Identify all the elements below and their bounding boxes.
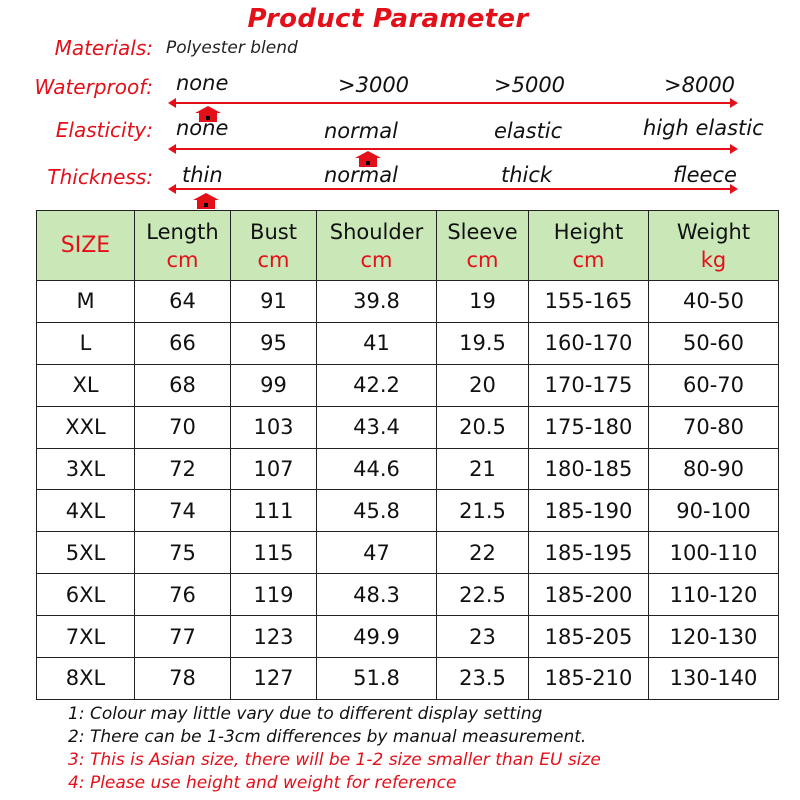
table-cell: 45.8 [317,490,437,532]
table-cell: 23 [437,616,529,658]
table-cell: 22 [437,532,529,574]
table-cell: 99 [231,364,317,406]
note-3: 3: This is Asian size, there will be 1-2 size smaller than EU size [68,750,601,770]
table-row [37,322,779,364]
elasticity-scale-arrow [170,148,736,150]
thickness-option-thin: thin [182,163,223,187]
table-cell: 22.5 [437,574,529,616]
elasticity-label: Elasticity: [55,118,153,142]
table-row [37,281,779,323]
size-cell: L [37,322,135,364]
table-cell: 21 [437,448,529,490]
column-header-unit: cm [257,247,290,272]
materials-label: Materials: [54,36,153,60]
waterproof-option-5000: >5000 [494,73,566,97]
size-cell: 3XL [37,448,135,490]
table-cell: 66 [135,322,231,364]
table-row [37,616,779,658]
table-cell: 77 [135,616,231,658]
table-cell: 75 [135,532,231,574]
table-cell: 41 [317,322,437,364]
waterproof-option-3000: >3000 [338,73,410,97]
table-cell: 170-175 [529,364,649,406]
elasticity-option-none: none [176,116,229,140]
thickness-label: Thickness: [47,165,153,189]
size-cell: 6XL [37,574,135,616]
size-chart-table [36,210,779,700]
table-row [37,364,779,406]
column-header [231,211,317,281]
table-cell: 185-205 [529,616,649,658]
table-row [37,532,779,574]
table-cell: 185-200 [529,574,649,616]
size-cell: 5XL [37,532,135,574]
column-header-name: Height [553,219,624,244]
size-cell: XXL [37,406,135,448]
table-cell: 103 [231,406,317,448]
table-cell: 39.8 [317,281,437,323]
waterproof-option-8000: >8000 [664,73,736,97]
size-cell: 4XL [37,490,135,532]
note-4: 4: Please use height and weight for reference [68,773,457,793]
table-cell: 20 [437,364,529,406]
table-cell: 68 [135,364,231,406]
waterproof-label: Waterproof: [34,75,153,99]
table-cell: 70-80 [649,406,779,448]
table-cell: 175-180 [529,406,649,448]
table-row [37,490,779,532]
table-cell: 130-140 [649,658,779,700]
elasticity-option-normal: normal [324,119,398,143]
column-header [317,211,437,281]
table-cell: 42.2 [317,364,437,406]
table-cell: 95 [231,322,317,364]
table-cell: 123 [231,616,317,658]
table-cell: 111 [231,490,317,532]
table-cell: 185-210 [529,658,649,700]
table-cell: 44.6 [317,448,437,490]
column-header-name: Weight [676,219,751,244]
table-cell: 78 [135,658,231,700]
table-cell: 160-170 [529,322,649,364]
table-cell: 120-130 [649,616,779,658]
table-row [37,406,779,448]
waterproof-option-none: none [176,71,229,95]
table-cell: 110-120 [649,574,779,616]
page-title: Product Parameter [247,4,529,34]
elasticity-option-high-elastic: high elastic [643,116,764,140]
table-cell: 74 [135,490,231,532]
table-cell: 21.5 [437,490,529,532]
column-header-name: Shoulder [329,219,424,244]
table-cell: 100-110 [649,532,779,574]
column-header-unit: cm [360,247,393,272]
column-header-unit: kg [700,247,727,272]
elasticity-option-elastic: elastic [494,119,563,143]
size-cell: M [37,281,135,323]
thickness-option-normal: normal [324,163,398,187]
column-header-unit: cm [166,247,199,272]
table-cell: 80-90 [649,448,779,490]
table-cell: 49.9 [317,616,437,658]
column-header-unit: cm [466,247,499,272]
table-cell: 60-70 [649,364,779,406]
house-marker-icon [193,193,219,209]
table-cell: 70 [135,406,231,448]
note-1: 1: Colour may little vary due to different display setting [68,704,543,724]
table-cell: 19 [437,281,529,323]
size-cell: XL [37,364,135,406]
column-header-name: Sleeve [447,219,518,244]
table-cell: 155-165 [529,281,649,323]
table-row [37,448,779,490]
column-header [135,211,231,281]
table-cell: 47 [317,532,437,574]
table-cell: 51.8 [317,658,437,700]
table-cell: 119 [231,574,317,616]
table-cell: 40-50 [649,281,779,323]
column-header-name: Length [146,219,219,244]
thickness-option-fleece: fleece [673,163,737,187]
table-cell: 19.5 [437,322,529,364]
table-cell: 43.4 [317,406,437,448]
table-cell: 127 [231,658,317,700]
table-cell: 185-190 [529,490,649,532]
waterproof-scale-arrow [170,102,736,104]
table-cell: 91 [231,281,317,323]
table-cell: 50-60 [649,322,779,364]
table-cell: 64 [135,281,231,323]
column-header [529,211,649,281]
table-cell: 72 [135,448,231,490]
column-header [437,211,529,281]
table-body [37,281,779,700]
table-cell: 20.5 [437,406,529,448]
materials-value: Polyester blend [166,38,298,58]
table-cell: 185-195 [529,532,649,574]
column-header-unit: cm [572,247,605,272]
size-cell: 8XL [37,658,135,700]
table-row [37,658,779,700]
table-cell: 76 [135,574,231,616]
column-header [649,211,779,281]
thickness-option-thick: thick [501,163,553,187]
note-2: 2: There can be 1-3cm differences by manual measurement. [68,727,587,747]
table-cell: 115 [231,532,317,574]
thickness-scale-arrow [170,188,736,190]
table-cell: 48.3 [317,574,437,616]
column-header-name: Bust [250,219,297,244]
size-cell: 7XL [37,616,135,658]
table-cell: 90-100 [649,490,779,532]
table-row [37,574,779,616]
size-column-header: SIZE [37,211,135,281]
table-header-row [37,211,779,281]
table-cell: 107 [231,448,317,490]
table-cell: 23.5 [437,658,529,700]
table-cell: 180-185 [529,448,649,490]
